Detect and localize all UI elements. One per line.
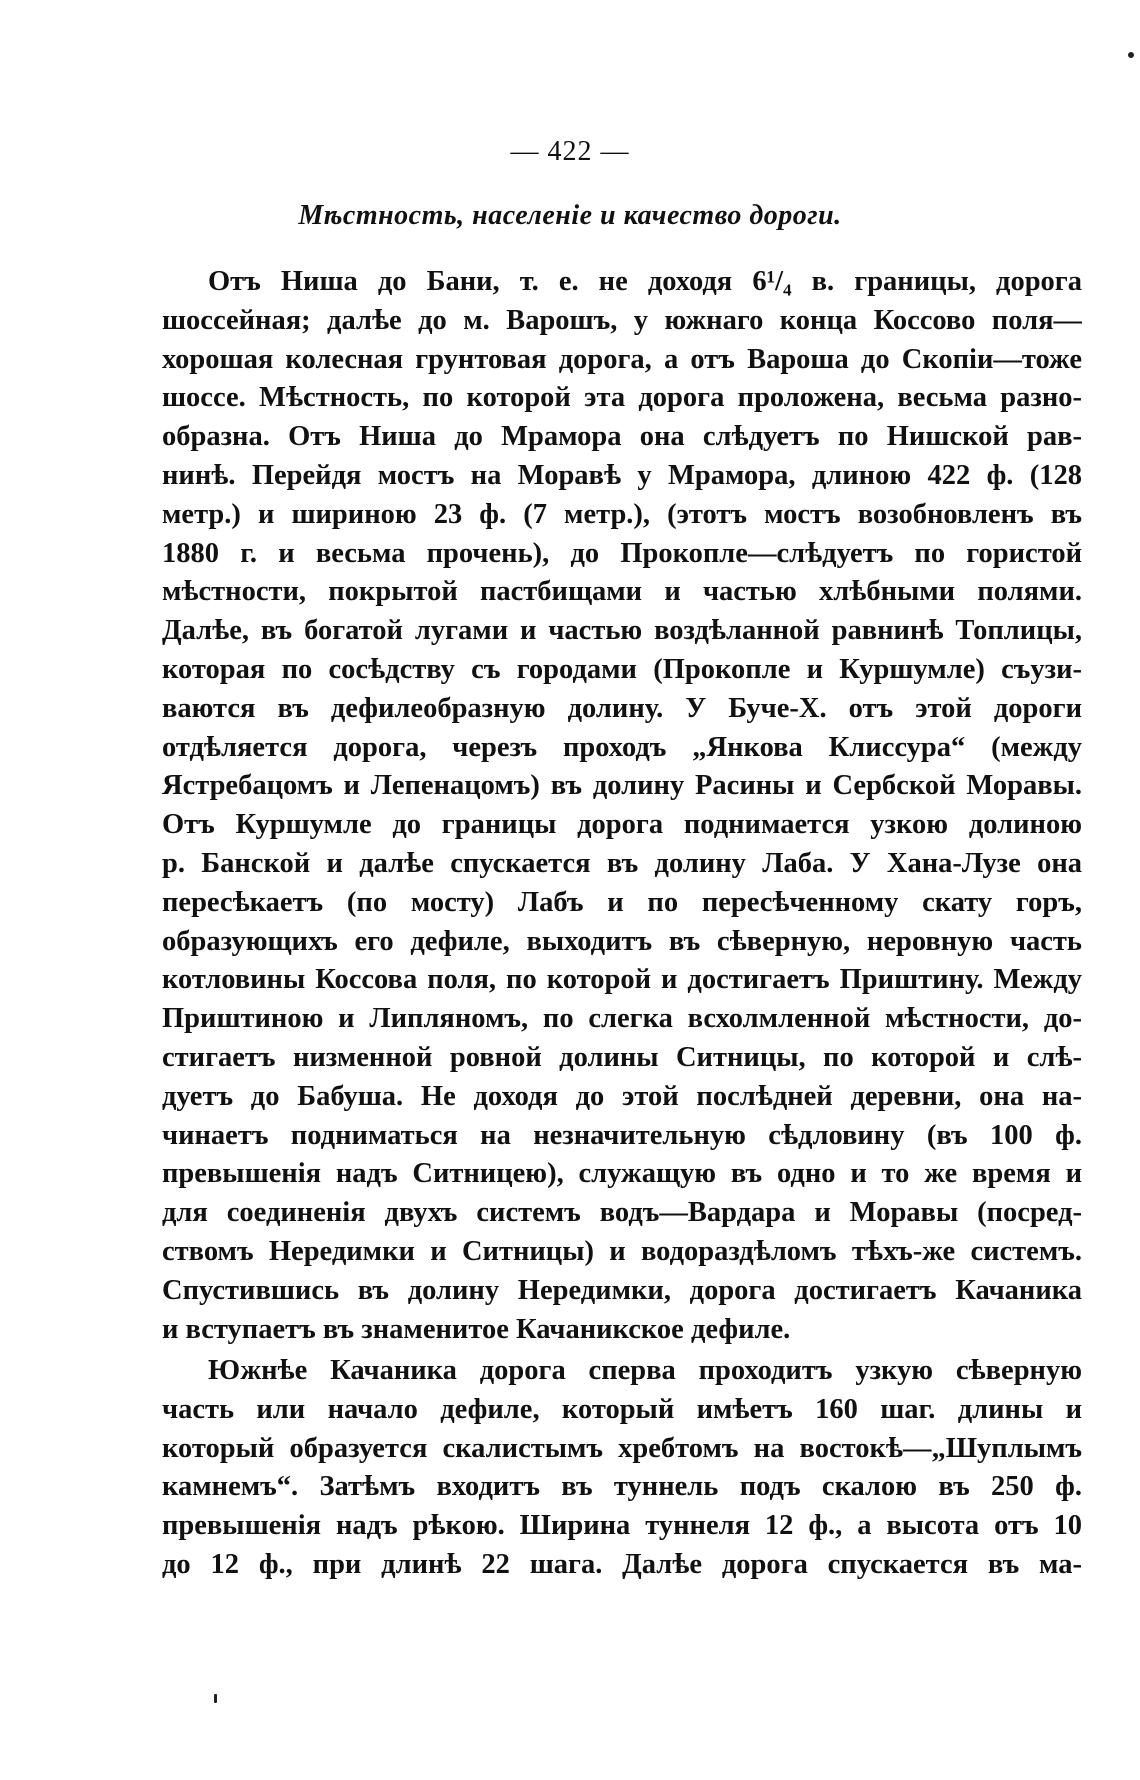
text-line: который образуется скалистымъ хребтомъ на востокѣ—„Шуплымъ <box>162 1432 1082 1464</box>
text-line: Южнѣе Качаника дорога сперва проходитъ узкую сѣверную <box>208 1355 1082 1386</box>
text-line: пересѣкаетъ (по мосту) Лабъ и по пересѣченному скату горъ, <box>162 886 1082 918</box>
text-line: 1880 г. и весьма прочень), до Прокопле—слѣдуетъ по гористой <box>162 537 1082 569</box>
text-line: нинѣ. Перейдя мостъ на Моравѣ у Мрамора, длиною 422 ф. (128 <box>162 459 1082 491</box>
text-line: хорошая колесная грунтовая дорога, а отъ Вароша до Скопіи—тоже <box>162 343 1082 375</box>
text-line: превышенія надъ Ситницею), служащую въ одно и то же время и <box>162 1158 1082 1190</box>
text-line: камнемъ“. Затѣмъ входитъ въ туннель подъ скалою въ 250 ф. <box>162 1471 1082 1503</box>
text-line: для соединенія двухъ системъ водъ—Вардара и Моравы (посред- <box>162 1197 1082 1229</box>
text-line: ваются въ дефилеобразную долину. У Буче-Х. отъ этой дороги <box>162 692 1082 724</box>
text-line: шоссейная; далѣе до м. Варошъ, у южнаго конца Коссово поля— <box>162 304 1082 336</box>
text-line: ствомъ Нередимки и Ситницы) и водораздѣломъ тѣхъ-же системъ. <box>162 1235 1082 1267</box>
text-line: р. Банской и далѣе спускается въ долину Лаба. У Хана-Лузе она <box>162 847 1082 879</box>
text-line: отдѣляется дорога, черезъ проходъ „Янкова Клиссура“ (между <box>162 731 1082 763</box>
text-line: образующихъ его дефиле, выходитъ въ сѣверную, неровную часть <box>162 925 1082 957</box>
text-line: Спустившись въ долину Нередимки, дорога достигаетъ Качаника <box>162 1274 1082 1306</box>
text-line: чинаетъ подниматься на незначительную сѣдловину (въ 100 ф. <box>162 1119 1082 1151</box>
text-line: Отъ Ниша до Бани, т. е. не доходя 6¹/₄ в. границы, дорога <box>208 266 1082 297</box>
paragraph-1 <box>162 263 1082 1349</box>
text-line: образна. Отъ Ниша до Мрамора она слѣдуетъ по Нишской рав- <box>162 421 1082 453</box>
text-line: дуетъ до Бабуша. Не доходя до этой послѣдней деревни, она на- <box>162 1080 1082 1112</box>
text-line: часть или начало дефиле, который имѣетъ 160 шаг. длины и <box>162 1393 1082 1425</box>
text-line: и вступаетъ въ знаменитое Качаникское дефиле. <box>162 1313 791 1345</box>
text-line: превышенія надъ рѣкою. Ширина туннеля 12 ф., а высота отъ 10 <box>162 1510 1082 1542</box>
text-line: Далѣе, въ богатой лугами и частью воздѣланной равнинѣ Топлицы, <box>162 615 1082 647</box>
text-line: Ястребацомъ и Лепенацомъ) въ долину Расины и Сербской Моравы. <box>162 770 1082 802</box>
text-line: котловины Коссова поля, по которой и достигаетъ Приштину. Между <box>162 964 1082 996</box>
text-line: стигаетъ низменной ровной долины Ситницы, по которой и слѣ- <box>162 1041 1082 1073</box>
section-heading: Мѣстность, населеніе и качество дороги. <box>298 200 842 231</box>
scan-speck <box>214 1694 217 1703</box>
text-line: мѣстности, покрытой пастбищами и частью хлѣбными полями. <box>162 576 1082 608</box>
text-line: до 12 ф., при длинѣ 22 шага. Далѣе дорога спускается въ ма- <box>162 1548 1082 1580</box>
text-line: Приштиною и Липляномъ, по слегка всхолмленной мѣстности, до- <box>162 1003 1082 1035</box>
text-line: метр.) и шириною 23 ф. (7 метр.), (этотъ мостъ возобновленъ въ <box>162 498 1082 530</box>
text-line: шоссе. Мѣстность, по которой эта дорога проложена, весьма разно- <box>162 382 1082 414</box>
text-line: Отъ Куршумле до границы дорога поднимается узкою долиною <box>162 809 1082 841</box>
scan-speck <box>1128 52 1134 58</box>
page-number: — 422 — <box>510 136 630 167</box>
text-line: которая по сосѣдству съ городами (Прокопле и Куршумле) съузи- <box>162 653 1082 685</box>
paragraph-2 <box>162 1352 1082 1585</box>
